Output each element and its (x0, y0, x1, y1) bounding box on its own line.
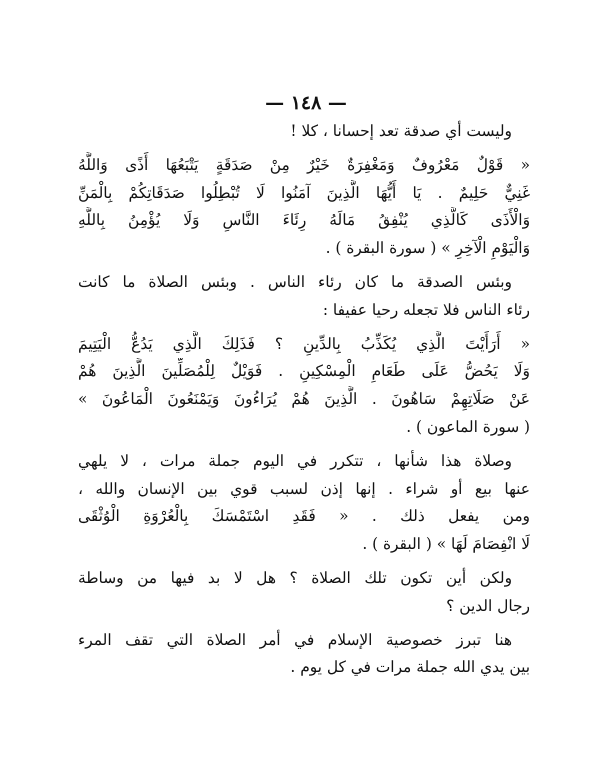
paragraph (78, 565, 530, 621)
text-line: بين يدي الله جملة مرات في كل يوم . (290, 658, 530, 677)
paragraph (78, 269, 530, 325)
text-line: وصلاة هذا شأنها ، تتكرر في اليوم جملة مرات ، لا يلهي (78, 451, 512, 470)
text-line: وليست أي صدقة تعد إحسانا ، كلا ! (290, 122, 512, 140)
text-line: وبئس الصدقة ما كان رئاء الناس . وبئس الصلاة ما كانت (78, 272, 512, 291)
body-text (78, 118, 530, 682)
text-line: وَالْأَذَى كَالَّذِي يُنْفِقُ مَالَهُ رِئَاءَ النَّاسِ وَلَا يُؤْمِنُ بِاللَّهِ (78, 211, 530, 230)
text-line: ( سورة الماعون ) . (406, 417, 530, 436)
paragraph (78, 448, 530, 559)
paragraph (78, 118, 530, 146)
text-line: رجال الدين ؟ (446, 596, 530, 615)
text-line: ولكن أين تكون تلك الصلاة ؟ هل لا بد فيها من وساطة (78, 568, 512, 587)
text-line: لَا انْفِصَامَ لَهَا » ( البقرة ) . (362, 535, 530, 554)
quran-quote (78, 152, 530, 263)
text-line: وَالْيَوْمِ الْآخِرِ » ( سورة البقرة ) . (325, 239, 530, 258)
text-line: هنا تبرز خصوصية الإسلام في أمر الصلاة التي تقف المرء (78, 630, 512, 649)
text-line: عَنْ صَلَاتِهِمْ سَاهُونَ . الَّذِينَ هُمْ يُرَاءُونَ وَيَمْنَعُونَ الْمَاعُونَ » (78, 390, 530, 409)
text-line: « قَوْلٌ مَعْرُوفٌ وَمَغْفِرَةٌ خَيْرٌ مِنْ صَدَقَةٍ يَتْبَعُهَا أَذًى وَاللَّهُ (78, 155, 530, 174)
paragraph (78, 627, 530, 683)
text-line: « أَرَأَيْتَ الَّذِي يُكَذِّبُ بِالدِّينِ ؟ فَذَلِكَ الَّذِي يَدُعُّ الْيَتِيمَ (78, 334, 530, 353)
text-line: عنها بيع أو شراء . إنها إذن لسبب قوي بين الإنسان والله ، (78, 479, 530, 498)
text-line: ومن يفعل ذلك . « فَقَدِ اسْتَمْسَكَ بِالْعُرْوَةِ الْوُثْقَى (78, 507, 530, 526)
quran-quote (78, 331, 530, 442)
text-line: غَنِيٌّ حَلِيمٌ . يَا أَيُّهَا الَّذِينَ آمَنُوا لَا تُبْطِلُوا صَدَقَاتِكُمْ بِالْمَنِّ (78, 183, 530, 202)
page-number: — ١٤٨ — (265, 92, 347, 114)
text-line: وَلَا يَحُضُّ عَلَى طَعَامِ الْمِسْكِينِ . فَوَيْلٌ لِلْمُصَلِّينَ الَّذِينَ هُمْ (78, 362, 530, 381)
text-line: رئاء الناس فلا تجعله رحيا عفيفا : (322, 300, 530, 319)
